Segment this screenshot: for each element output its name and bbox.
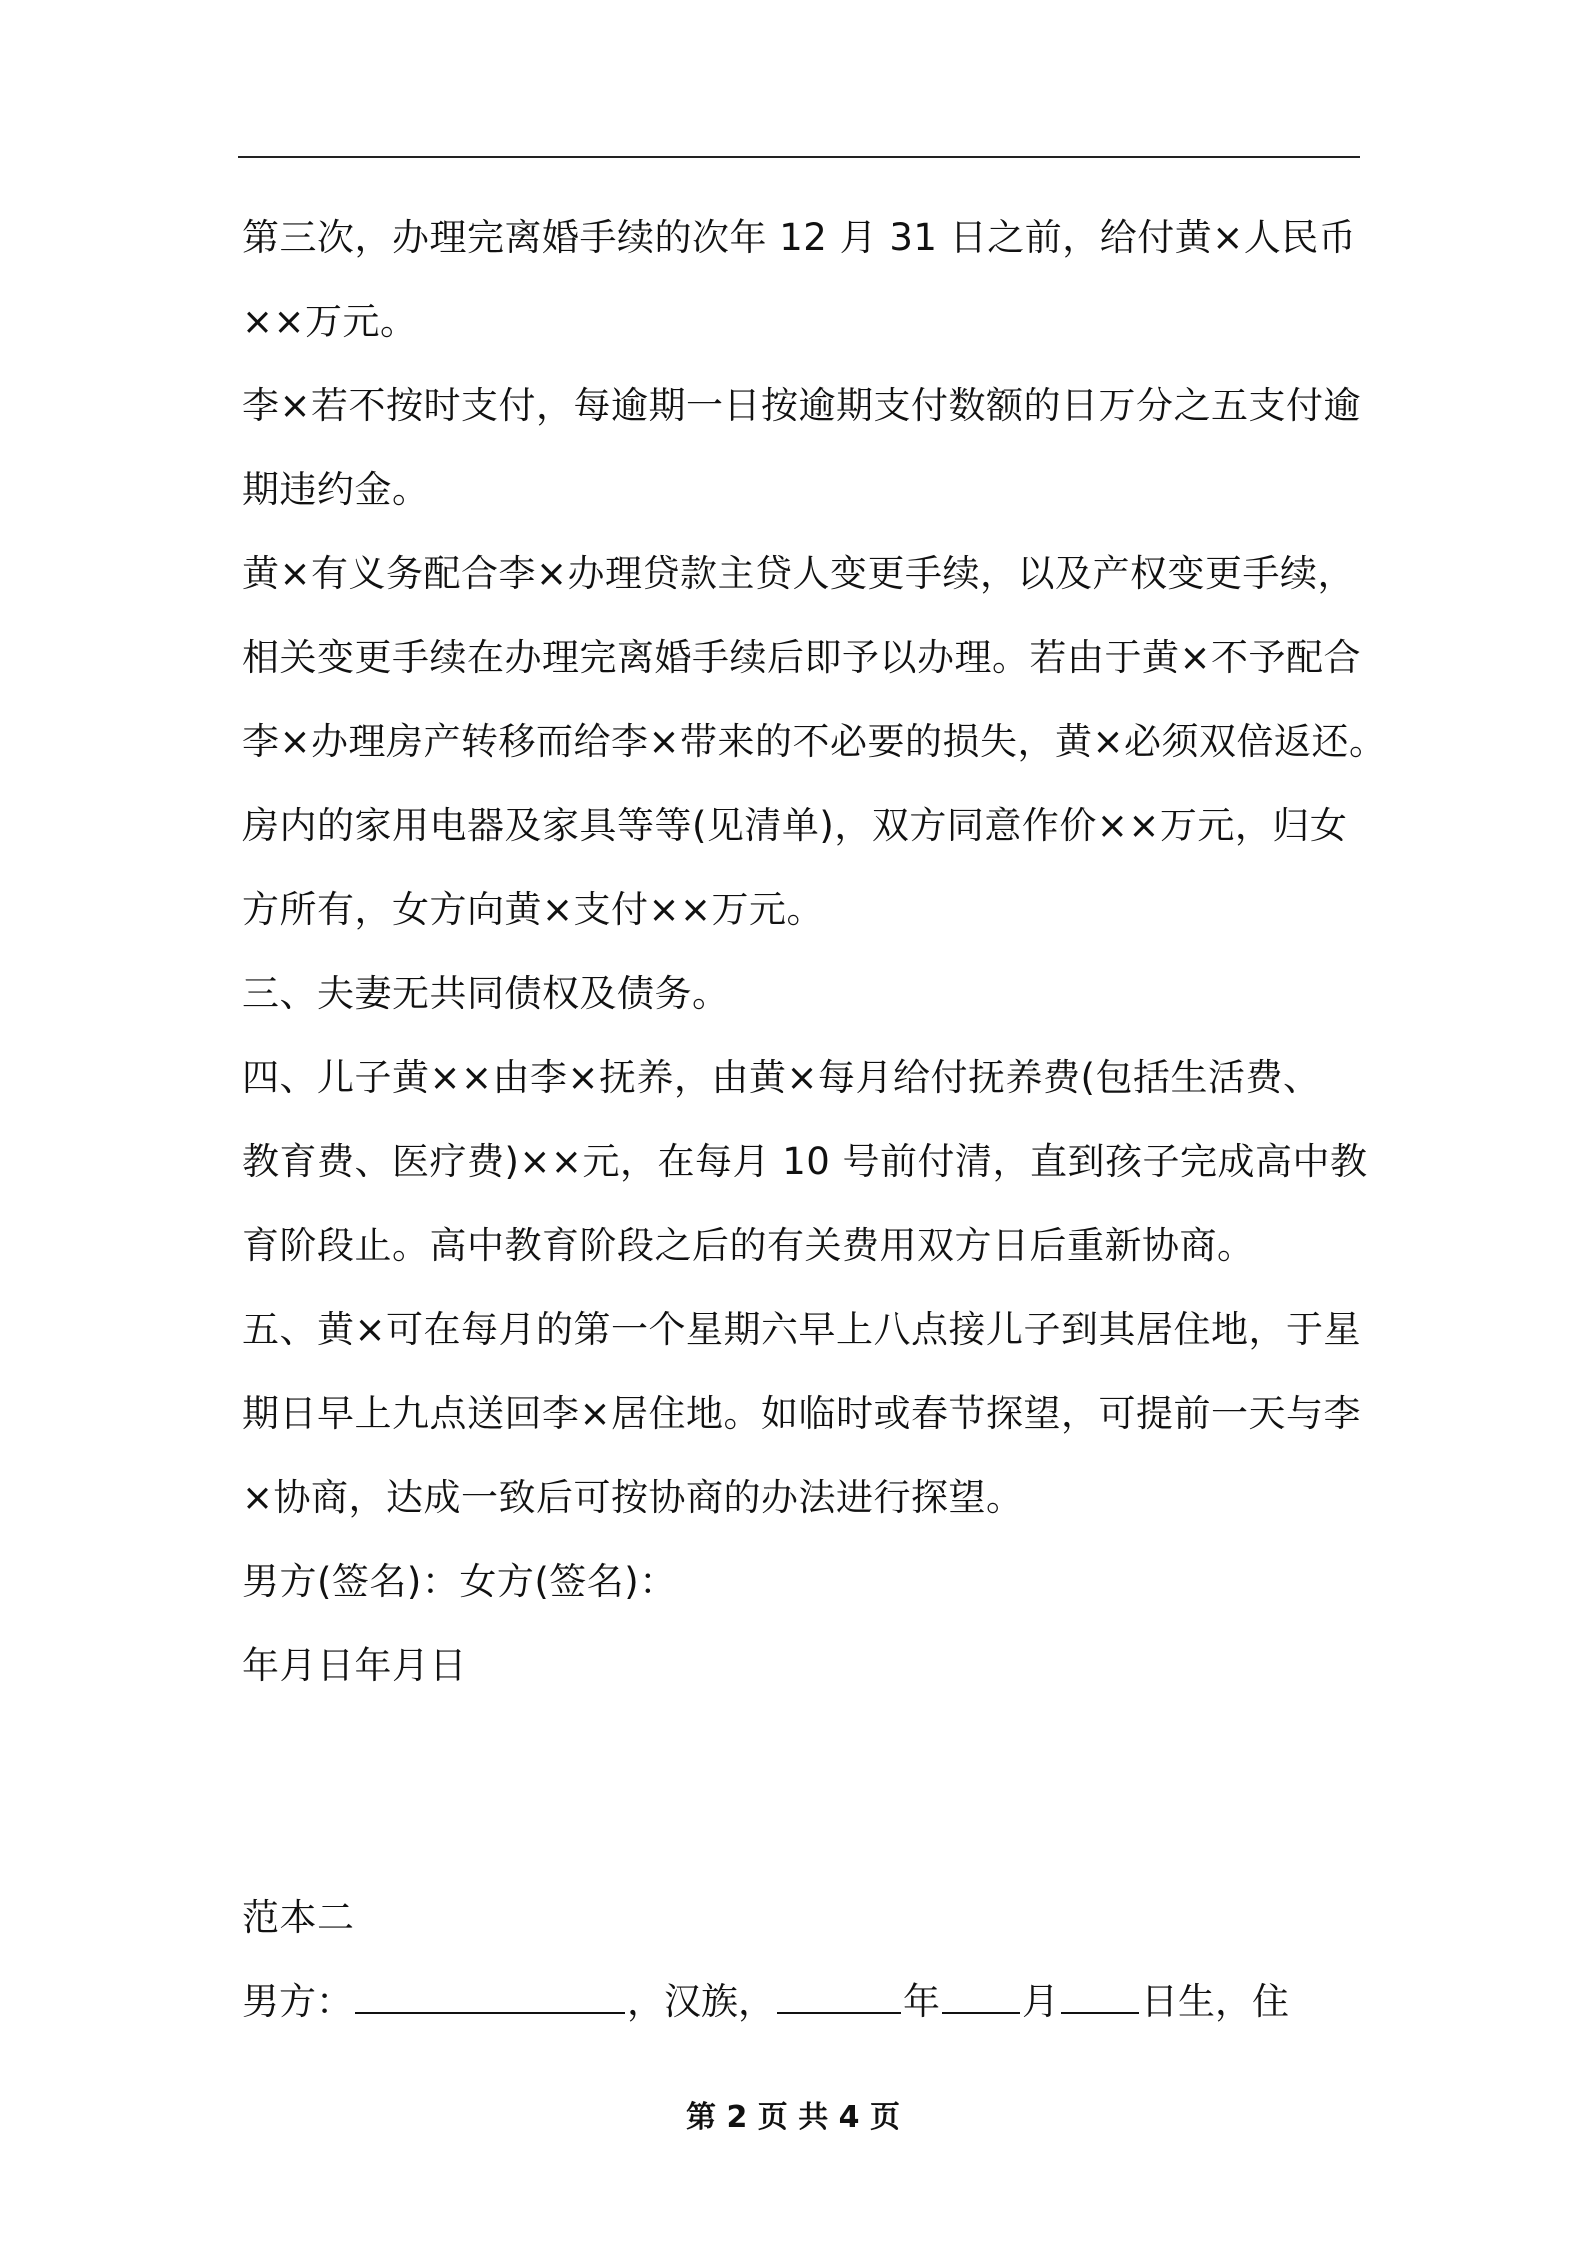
form-separator: ，汉族， — [627, 1980, 775, 2023]
form-line-male-party — [242, 1960, 1360, 2044]
section-title: 范本二 — [242, 1896, 355, 1939]
header-rule — [238, 156, 1360, 158]
spacer — [242, 1708, 1360, 1876]
text-line: 五、黄×可在每月的第一个星期六早上八点接儿子到其居住地，于星 — [242, 1308, 1362, 1351]
year-blank[interactable] — [777, 1982, 901, 2014]
text-line: 李×办理房产转移而给李×带来的不必要的损失，黄×必须双倍返还。 — [242, 720, 1387, 763]
text-line: 期违约金。 — [242, 468, 430, 511]
text-line: 四、儿子黄××由李×抚养，由黄×每月给付抚养费(包括生活费、 — [242, 1056, 1321, 1099]
month-label: 月 — [1022, 1980, 1059, 2023]
text-line: 三、夫妻无共同债权及债务。 — [242, 972, 730, 1015]
text-line: 黄×有义务配合李×办理贷款主贷人变更手续，以及产权变更手续， — [242, 552, 1356, 595]
text-line: 李×若不按时支付，每逾期一日按逾期支付数额的日万分之五支付逾 — [242, 384, 1362, 427]
text-line: ×协商，达成一致后可按协商的办法进行探望。 — [242, 1476, 1024, 1519]
text-line: 育阶段止。高中教育阶段之后的有关费用双方日后重新协商。 — [242, 1224, 1255, 1267]
text-line: 第三次，办理完离婚手续的次年 12 月 31 日之前，给付黄×人民币 — [242, 216, 1357, 259]
document-body — [242, 196, 1387, 2044]
month-blank[interactable] — [942, 1982, 1020, 2014]
text-line: 相关变更手续在办理完离婚手续后即予以办理。若由于黄×不予配合 — [242, 636, 1362, 679]
date-line: 年月日年月日 — [242, 1644, 467, 1687]
day-blank[interactable] — [1061, 1982, 1139, 2014]
day-suffix: 日生，住 — [1141, 1980, 1289, 2023]
form-label: 男方： — [242, 1980, 353, 2023]
text-line: 房内的家用电器及家具等等(见清单)，双方同意作价××万元，归女 — [242, 804, 1348, 847]
signature-line: 男方(签名)：女方(签名)： — [242, 1560, 677, 1603]
text-line: 教育费、医疗费)××元，在每月 10 号前付清，直到孩子完成高中教 — [242, 1140, 1368, 1183]
year-label: 年 — [903, 1980, 940, 2023]
text-line: 期日早上九点送回李×居住地。如临时或春节探望，可提前一天与李 — [242, 1392, 1362, 1435]
text-line: ××万元。 — [242, 300, 418, 343]
page-footer: 第 2 页 共 4 页 — [686, 2100, 900, 2135]
text-line: 方所有，女方向黄×支付××万元。 — [242, 888, 825, 931]
name-blank[interactable] — [355, 1982, 625, 2014]
